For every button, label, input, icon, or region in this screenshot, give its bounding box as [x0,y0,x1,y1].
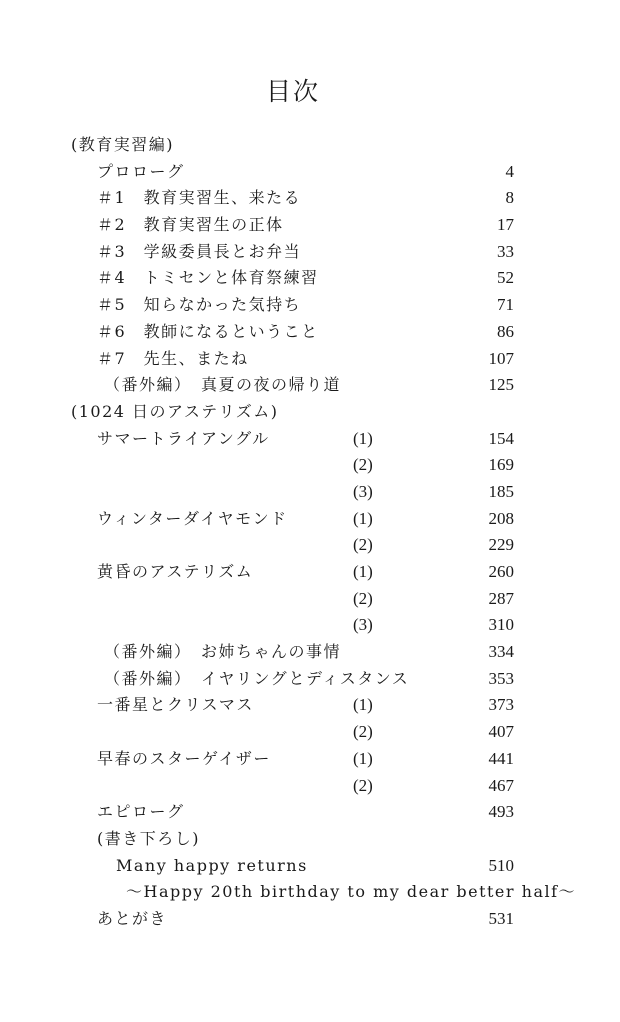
toc-entry-part: (2) [353,588,373,608]
toc-entry-part: (1) [353,748,373,768]
toc-entry-page-number: 33 [497,241,514,261]
toc-entry [0,319,620,346]
toc-entry-part: (1) [353,508,373,528]
toc-entry [0,773,620,800]
toc-entry-page-number: 125 [488,375,514,395]
toc-entry-page-number: 52 [497,268,514,288]
toc-entry [0,879,620,906]
toc-entry-page-number: 8 [505,188,514,208]
toc-entry-page-number: 107 [488,348,514,368]
toc-entry [0,719,620,746]
toc-entry-page-number: 208 [488,508,514,528]
toc-entry [0,452,620,479]
toc-entry-title: プロローグ [97,161,185,181]
toc-entry-page-number: 510 [488,855,514,875]
toc-entry-title: Many happy returns [116,855,308,875]
toc-entry-part: (1) [353,428,373,448]
toc-entry-page-number: 334 [488,642,514,662]
toc-entry-page-number: 169 [488,455,514,475]
toc-entry-page-number: 17 [497,215,514,235]
toc-entry-page-number: 229 [488,535,514,555]
toc-entry-title: 黄昏のアステリズム [97,562,254,581]
toc-entry [0,346,620,373]
toc-entry [0,265,620,292]
toc-entry-title: （番外編） お姉ちゃんの事情 [104,642,342,662]
toc-entry-page-number: 185 [488,481,514,501]
toc-entry [0,666,620,693]
toc-entry-page-number: 467 [488,775,514,795]
toc-entry [0,612,620,639]
toc-entry-page-number: 441 [488,748,514,768]
toc-entry [0,799,620,826]
toc-entry-part: (2) [353,535,373,555]
toc-entry [0,426,620,453]
toc-entry-title: 早春のスターゲイザー [97,748,271,768]
toc-entry [0,399,620,426]
toc-entry-part: (2) [353,455,373,475]
toc-entry-page-number: 353 [488,668,514,688]
toc-entry [0,692,620,719]
toc-entry-page-number: 71 [497,295,514,315]
toc-entry-title: (書き下ろし) [97,828,200,848]
toc-entry [0,185,620,212]
toc-entry-title: （番外編） イヤリングとディスタンス [104,668,410,688]
toc-entry-title: ～Happy 20th birthday to my dear better half～ [126,882,577,902]
toc-entry-page-number: 373 [488,695,514,715]
toc-entry-page-number: 310 [488,615,514,635]
toc-entry-part: (1) [353,562,373,581]
toc-entry-part: (2) [353,722,373,742]
toc-entry-title: あとがき [97,908,168,928]
toc-entry-title: ウィンターダイヤモンド [97,508,288,528]
toc-entry-title: (教育実習編) [71,135,174,154]
toc-entry-page-number: 86 [497,321,514,341]
toc-entry [0,159,620,186]
toc-entry-part: (3) [353,615,373,635]
toc-entry-part: (1) [353,695,373,715]
toc-entry [0,239,620,266]
toc-entry [0,853,620,880]
toc-entry-title: エピローグ [97,802,185,822]
toc-entry-page-number: 531 [488,908,514,928]
toc-entry-title: ＃4 トミセンと体育祭練習 [97,268,319,288]
toc-entry [0,372,620,399]
toc-entry [0,639,620,666]
toc-entry-page-number: 493 [488,802,514,822]
toc-entry-title: サマートライアングル [97,428,270,448]
toc-entry-title: (1024 日のアステリズム) [71,401,279,421]
toc-entry [0,479,620,506]
toc-entry [0,506,620,533]
toc-entry [0,132,620,159]
toc-entry-page-number: 154 [488,428,514,448]
page-title: 目次 [265,77,320,106]
toc-entry-page-number: 4 [505,161,514,181]
toc-entry-title: 一番星とクリスマス [97,695,254,715]
toc-entry-part: (2) [353,775,373,795]
toc-entry-page-number: 287 [488,588,514,608]
toc-entry [0,906,620,933]
toc-entry-title: ＃6 教師になるということ [97,321,319,341]
toc-entry-part: (3) [353,481,373,501]
toc-entry-title: ＃1 教育実習生、来たる [97,188,302,208]
toc-entry-title: ＃2 教育実習生の正体 [97,215,284,235]
toc-entry [0,559,620,586]
toc-entry [0,586,620,613]
toc-entry-title: （番外編） 真夏の夜の帰り道 [104,375,342,395]
toc-entry [0,532,620,559]
toc-entry-page-number: 260 [488,562,514,581]
toc-entry [0,746,620,773]
toc-entry [0,292,620,319]
toc-entry-title: ＃5 知らなかった気持ち [97,295,302,315]
toc-entry-title: ＃7 先生、またね [97,348,249,368]
toc-entry-title: ＃3 学級委員長とお弁当 [97,241,302,261]
table-of-contents [0,132,620,933]
toc-entry [0,212,620,239]
toc-entry-page-number: 407 [488,722,514,742]
toc-entry [0,826,620,853]
